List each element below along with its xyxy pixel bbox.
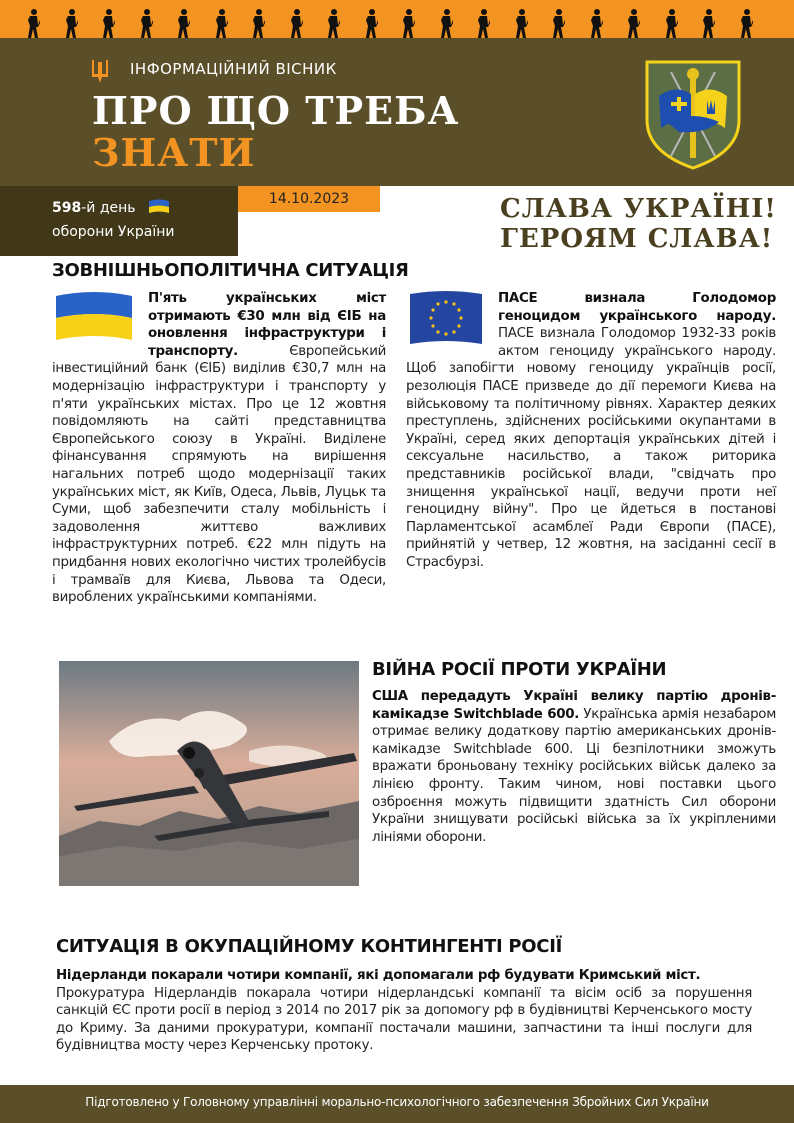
day-number: 598 [52, 200, 82, 216]
article-crimea-bridge [56, 967, 752, 1055]
soldier-silhouette-icon [289, 8, 303, 38]
title-line-1: ПРО ЩО ТРЕБА [92, 88, 460, 133]
article-eib-body: Європейський інвестиційний банк (ЄІБ) виділив €30,7 млн на модернізацію інфраструктури і транспорту у п'яти українських містах. Про це 12 жовтня повідомляють на сайті представництва Європейського союзу в Україні. Виділене фінансування спрямують на вирішення нагальних потреб щодо модернізації таких українських міст, як Київ, Одеса, Львів, Луцьк та Суми, щоб забезпечити сталу мобільність і задоволення життєво важливих інфраструктурних потреб. €22 млн підуть на придбання нових екологічно чистих тролейбусів і трамваїв для Києва, Львова та Одеси, вироблених українськими компаніями. [52, 343, 386, 606]
soldier-silhouette-icon [326, 8, 340, 38]
soldier-silhouette-icon [64, 8, 78, 38]
soldier-silhouette-icon [664, 8, 678, 38]
soldier-silhouette-icon [101, 8, 115, 38]
bulletin-kicker: ІНФОРМАЦІЙНИЙ ВІСНИК [130, 60, 337, 78]
article-crimea-bridge-lead: Нідерланди покарали чотири компанії, які допомагали рф будувати Кримський міст. [56, 968, 701, 983]
article-switchblade-body: Українська армія незабаром отримає велику додаткову партію американських дронів-камікадзе Switchblade 600. Ці безпілотники зможуть вражати броньовану техніку російських військ далеко за лінією фронту. Таким чином, нові поставки цього озброєння можуть підвищити здатність Сил оборони України знищувати російські війська за їх укріпленими лініями оборони. [372, 706, 776, 845]
ukraine-flag-icon [52, 290, 136, 346]
soldier-silhouette-icon [26, 8, 40, 38]
soldier-silhouette-icon [701, 8, 715, 38]
defense-day-counter [0, 186, 238, 256]
slogan-line-1: СЛАВА УКРАЇНІ! [500, 194, 777, 224]
slogan-line-2: ГЕРОЯМ СЛАВА! [500, 224, 774, 254]
slogan [500, 194, 790, 254]
issue-date: 14.10.2023 [238, 186, 380, 212]
masthead [0, 38, 794, 186]
soldier-silhouette-icon [251, 8, 265, 38]
eu-flag-icon [406, 290, 486, 348]
soldier-silhouette-icon [626, 8, 640, 38]
article-pace-body: ПАСЕ визнала Голодомор 1932-33 років актом геноциду українського народу. Щоб запобігти новому геноциду українців росії, резолюція ПАСЕ призведе до дії перемоги Києва на військовому та політичному рівнях. Характер деяких преступлень, здійснених російськими окупантами в Україні, серед яких депортація українських дітей і сексуальне насильство, а також риторика представників російської влади, "свідчать про знищення української нації, ведучи проти неї геноцидну війну". Про це йдеться в постанові Парламентської асамблеї Ради Європи (ПАСЕ), прийнятій у четвер, 12 жовтня, на засіданні сесії в Страсбурзі. [406, 326, 776, 570]
footer-credit: Підготовлено у Головному управлінні морально-психологічного забезпечення Збройних Сил України [0, 1085, 794, 1123]
soldier-silhouette-icon [176, 8, 190, 38]
section-heading-war: ВІЙНА РОСІЇ ПРОТИ УКРАЇНИ [372, 659, 667, 680]
article-switchblade-lead: США передадуть Україні велику партію дронів-камікадзе Switchblade 600. [372, 689, 776, 722]
soldier-silhouette-icon [364, 8, 378, 38]
soldier-silhouette-icon [589, 8, 603, 38]
switchblade-drone-photo [59, 661, 359, 886]
soldier-silhouette-icon [214, 8, 228, 38]
soldier-silhouette-icon [514, 8, 528, 38]
soldier-silhouette-icon [439, 8, 453, 38]
article-pace [406, 290, 776, 572]
soldier-silhouette-icon [401, 8, 415, 38]
day-suffix: -й день [81, 200, 136, 216]
military-coat-of-arms-icon [645, 60, 741, 170]
trident-icon [90, 58, 110, 84]
article-switchblade [372, 688, 776, 846]
article-pace-lead: ПАСЕ визнала Голодомор геноцидом українського народу. [498, 291, 776, 324]
section-heading-occupation: СИТУАЦІЯ В ОКУПАЦІЙНОМУ КОНТИНГЕНТІ РОСІЇ [56, 936, 563, 957]
soldier-silhouette-icon [551, 8, 565, 38]
soldier-silhouette-icon [476, 8, 490, 38]
soldiers-silhouette-strip [0, 0, 794, 38]
article-crimea-bridge-body: Прокуратура Нідерландів покарала чотири нідерландські компанії та вісім осіб за порушення санкцій ЄС проти росії в період з 2014 по 2017 рік за допомогу рф в будівництві Керченського мосту до Криму. За даними прокуратури, компанії постачали машини, запчастини та інші послуги для будівництва мосту через Керченську протоку. [56, 985, 752, 1054]
title-line-2: ЗНАТИ [92, 130, 256, 175]
section-heading-foreign: ЗОВНІШНЬОПОЛІТИЧНА СИТУАЦІЯ [52, 260, 409, 281]
soldier-silhouette-icon [139, 8, 153, 38]
soldier-silhouette-icon [739, 8, 753, 38]
day-line-2: оборони України [52, 224, 175, 240]
article-eib [52, 290, 386, 607]
ukraine-flag-icon [148, 199, 170, 215]
article-eib-lead: П'ять українських міст отримають €30 млн від ЄІБ на оновлення інфраструктури і транспорту. [148, 291, 386, 359]
